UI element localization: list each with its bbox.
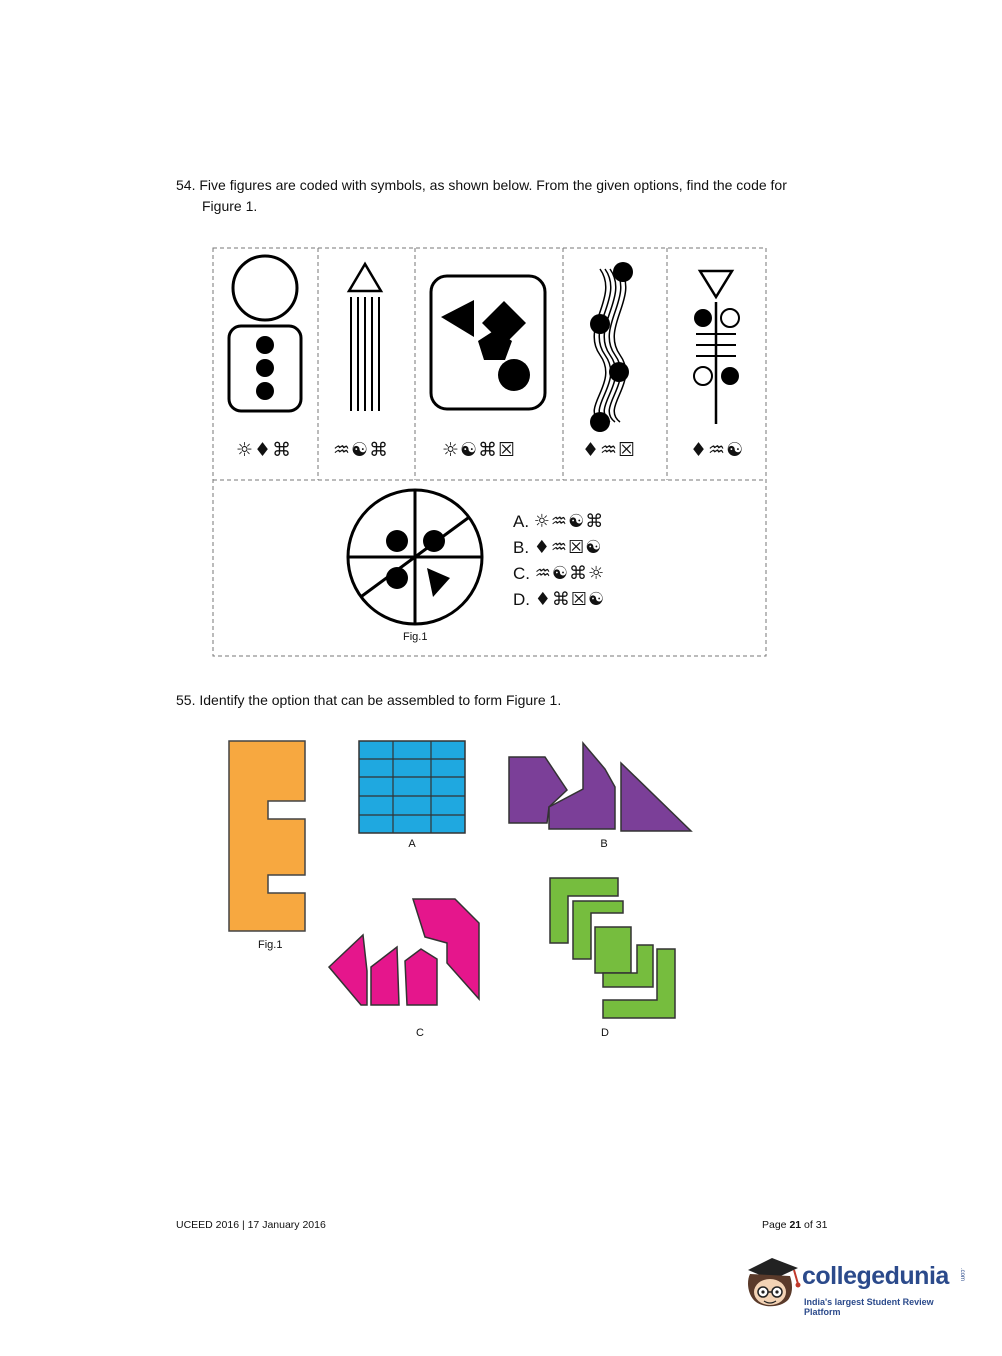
option-c-symbols: ♒☯⌘☼ bbox=[534, 563, 606, 584]
q55-text bbox=[176, 690, 561, 711]
option-a[interactable] bbox=[513, 509, 605, 535]
footer-page-prefix: Page bbox=[762, 1219, 790, 1231]
q54-fig1-label: Fig.1 bbox=[403, 631, 428, 643]
q54-fig1-drawing bbox=[348, 490, 482, 624]
q54-options bbox=[513, 509, 605, 613]
q54-text-line1: Five figures are coded with symbols, as shown below. From the given options, find the code for bbox=[199, 177, 787, 193]
q54-figure-2 bbox=[349, 264, 381, 411]
logo-suffix: .com bbox=[959, 1268, 965, 1282]
q54-figure-5 bbox=[694, 271, 739, 424]
option-c-letter: C. bbox=[513, 564, 530, 583]
q54-code-2: ♒☯⌘ bbox=[333, 439, 390, 461]
q55-option-a[interactable] bbox=[359, 741, 465, 833]
q55-label-c: C bbox=[416, 1027, 424, 1039]
option-d-letter: D. bbox=[513, 590, 530, 609]
q55-option-d[interactable] bbox=[550, 878, 675, 1018]
q54-text-line2: Figure 1. bbox=[202, 198, 258, 214]
q54-code-5: ♦♒☯ bbox=[690, 439, 745, 461]
footer-exam-info: UCEED 2016 | 17 January 2016 bbox=[176, 1219, 326, 1231]
q54-figure-4 bbox=[590, 262, 633, 432]
q55-text-body: Identify the option that can be assembled to form Figure 1. bbox=[199, 692, 562, 708]
q55-label-b: B bbox=[600, 838, 608, 850]
option-a-symbols: ☼♒☯⌘ bbox=[533, 511, 605, 532]
logo-name: collegedunia bbox=[802, 1262, 949, 1290]
option-a-letter: A. bbox=[513, 512, 530, 531]
q54-figure-1 bbox=[229, 256, 301, 411]
option-d-symbols: ♦⌘☒☯ bbox=[534, 589, 606, 610]
q54-code-1: ☼♦⌘ bbox=[236, 439, 293, 461]
option-b-letter: B. bbox=[513, 538, 530, 557]
q55-option-b[interactable] bbox=[509, 743, 691, 831]
q54-text bbox=[176, 175, 787, 196]
option-d[interactable] bbox=[513, 587, 605, 613]
mascot-icon bbox=[742, 1252, 802, 1318]
logo-tagline: India's largest Student Review Platform bbox=[804, 1297, 934, 1317]
q55-label-d: D bbox=[601, 1027, 609, 1039]
q54-code-4: ♦♒☒ bbox=[582, 439, 637, 461]
q54-code-3: ☼☯⌘☒ bbox=[442, 439, 517, 461]
q55-fig1-label: Fig.1 bbox=[258, 939, 283, 951]
q55-option-c[interactable] bbox=[329, 899, 479, 1005]
collegedunia-logo bbox=[742, 1252, 972, 1322]
footer-page-total: of 31 bbox=[801, 1219, 828, 1231]
q54-number: 54. bbox=[176, 177, 196, 193]
footer-page-number bbox=[762, 1219, 827, 1231]
option-b[interactable] bbox=[513, 535, 605, 561]
q54-figure-3 bbox=[431, 276, 545, 409]
q55-number: 55. bbox=[176, 692, 196, 708]
q55-label-a: A bbox=[408, 838, 416, 850]
option-c[interactable] bbox=[513, 561, 605, 587]
option-b-symbols: ♦♒☒☯ bbox=[533, 537, 603, 558]
footer-page-current: 21 bbox=[789, 1219, 802, 1231]
q55-figures bbox=[225, 735, 695, 1045]
q55-fig1-e-shape bbox=[229, 741, 305, 931]
